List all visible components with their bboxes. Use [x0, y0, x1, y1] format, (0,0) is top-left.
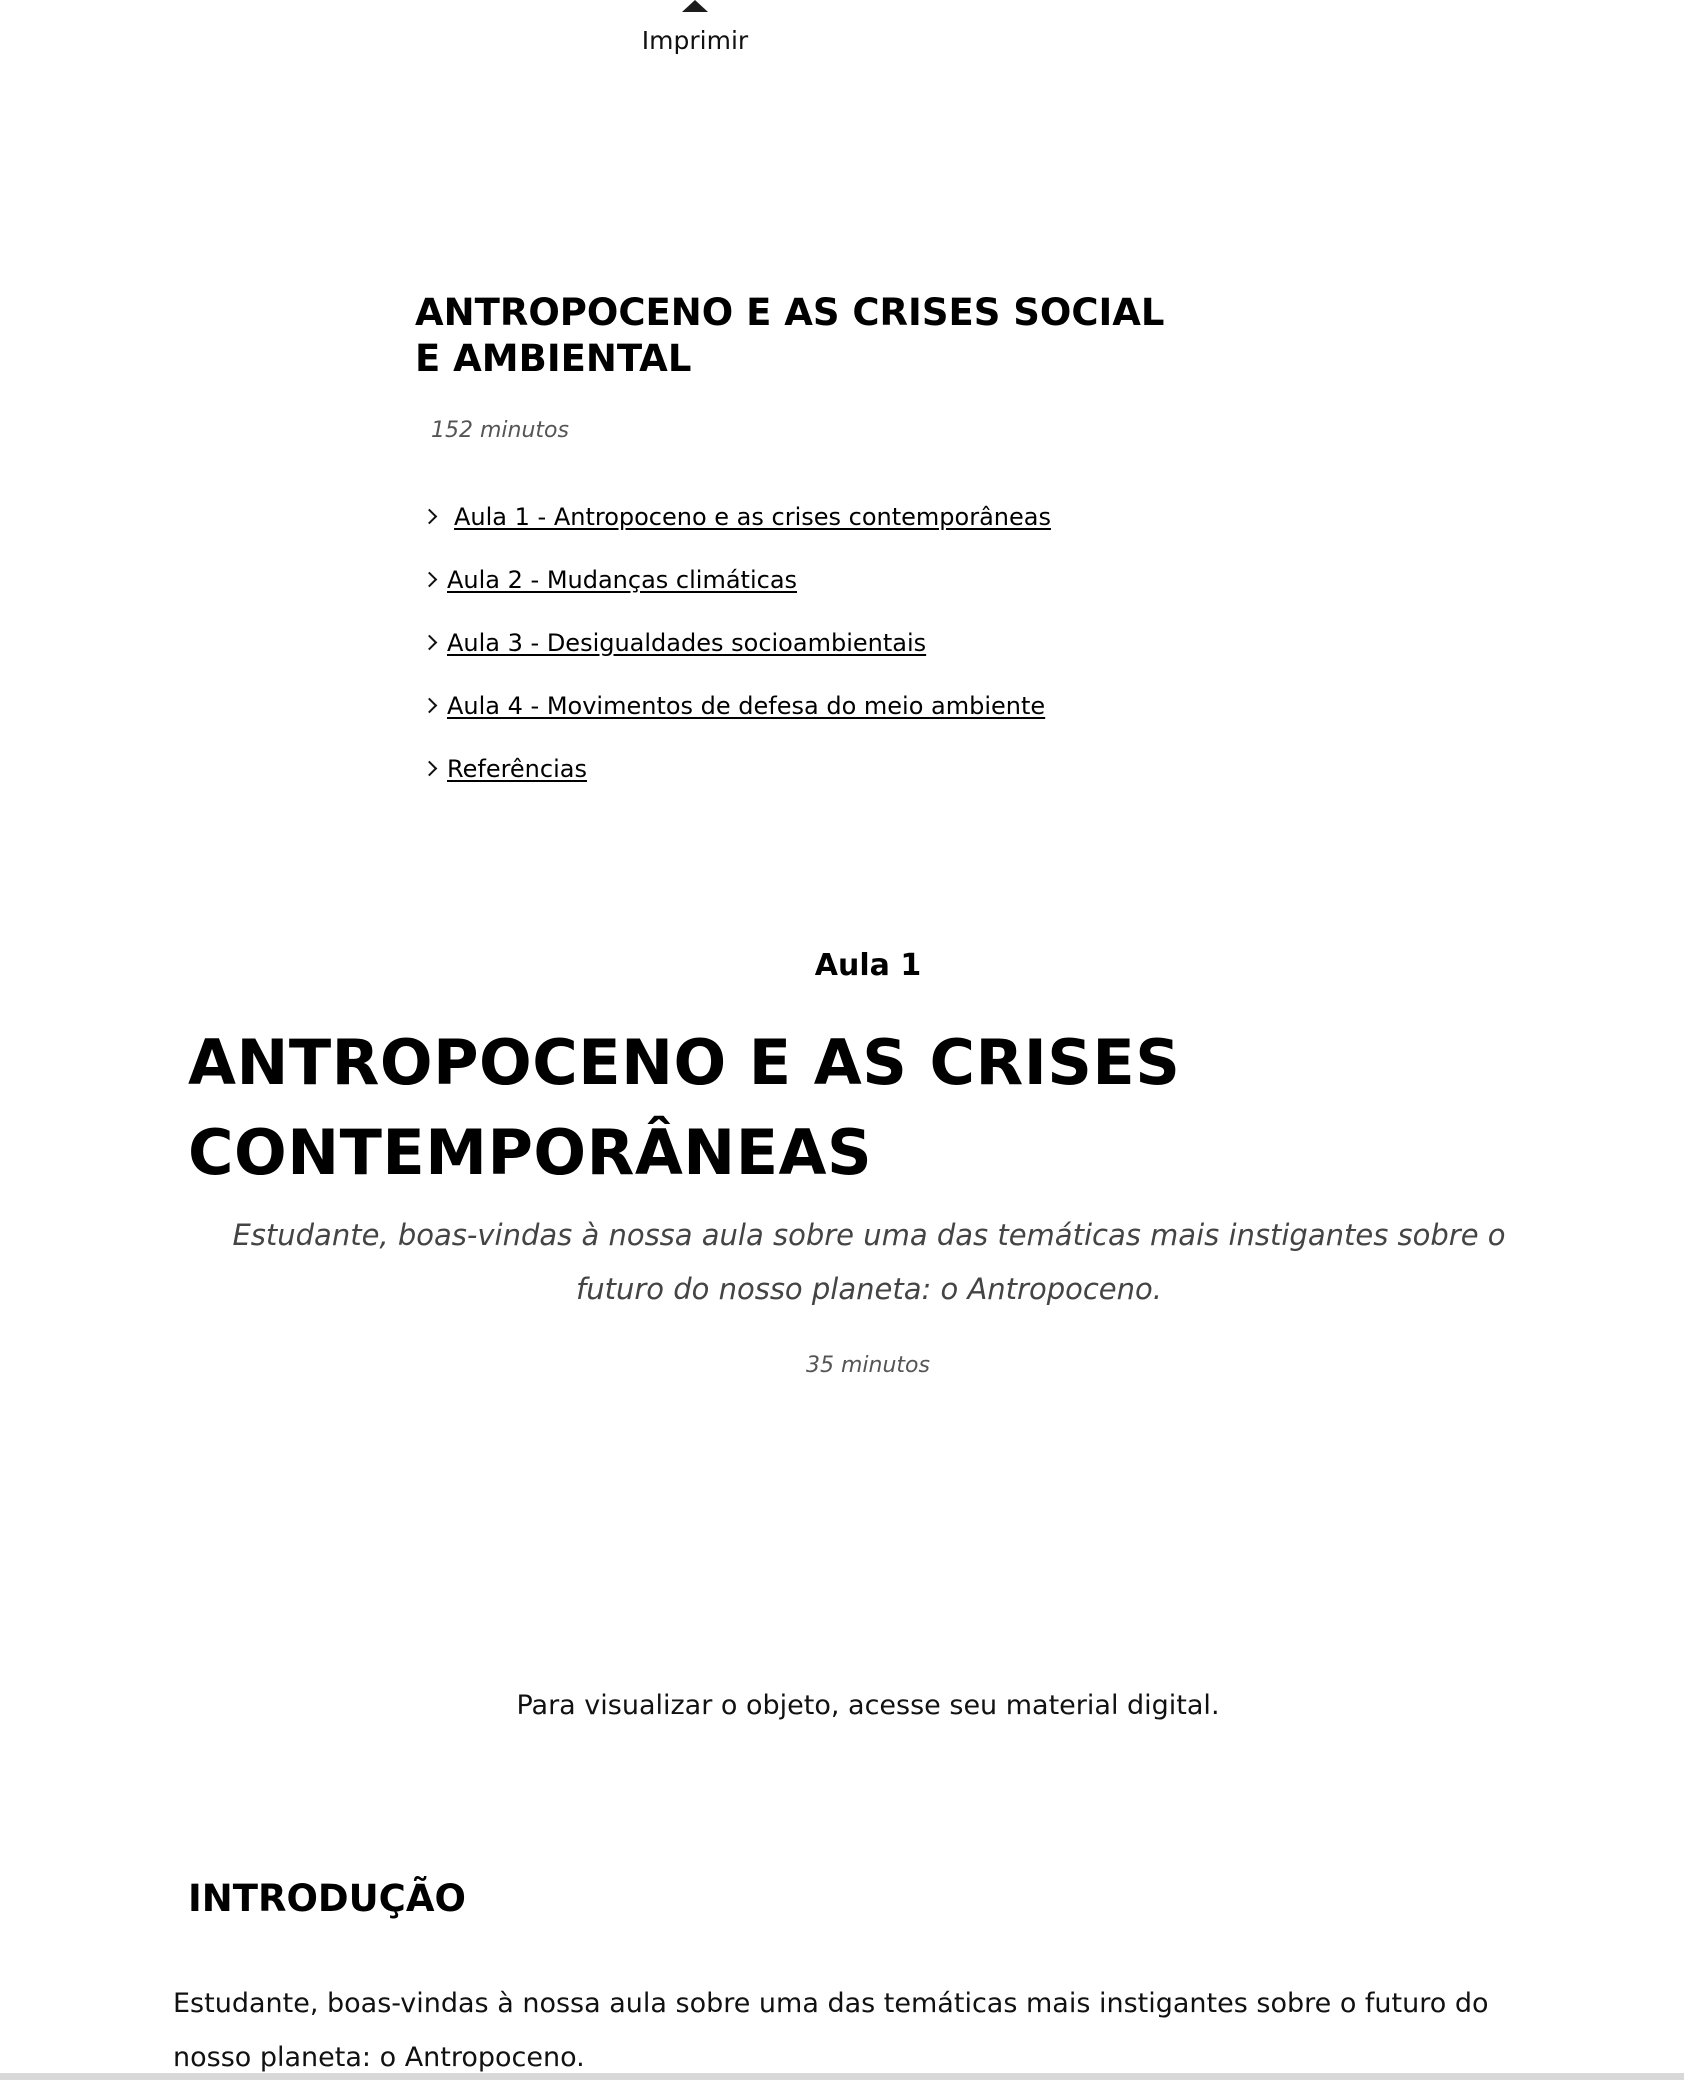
lesson-duration: 35 minutos — [806, 1353, 930, 1378]
toc-link-referencias[interactable]: Referências — [447, 754, 587, 783]
course-title: ANTROPOCENO E AS CRISES SOCIAL E AMBIENTAL — [415, 291, 1165, 380]
toc-item-aula-1[interactable] — [424, 485, 1051, 548]
table-of-contents — [424, 485, 1051, 800]
toc-link-aula-2[interactable]: Aula 2 - Mudanças climáticas — [447, 565, 798, 594]
lesson-title: ANTROPOCENO E AS CRISES CONTEMPORÂNEAS — [188, 1026, 1181, 1189]
toc-item-aula-3[interactable] — [424, 611, 1051, 674]
lesson-label: Aula 1 — [814, 948, 922, 983]
chevron-right-icon — [422, 761, 438, 777]
chevron-right-icon — [422, 698, 438, 714]
toc-link-aula-4[interactable]: Aula 4 - Movimentos de defesa do meio ambiente — [447, 691, 1046, 720]
chevron-right-icon — [422, 572, 438, 588]
toc-link-aula-3[interactable]: Aula 3 - Desigualdades socioambientais — [447, 628, 927, 657]
print-label: Imprimir — [641, 26, 749, 55]
course-duration: 152 minutos — [431, 418, 569, 443]
digital-object-notice: Para visualizar o objeto, acesse seu material digital. — [516, 1690, 1220, 1721]
toc-item-aula-2[interactable] — [424, 548, 1051, 611]
toc-link-aula-1[interactable]: Aula 1 - Antropoceno e as crises contemporâneas — [454, 502, 1051, 531]
toc-item-aula-4[interactable] — [424, 674, 1051, 737]
intro-heading: INTRODUÇÃO — [188, 1877, 466, 1920]
toc-item-referencias[interactable] — [424, 737, 1051, 800]
print-button[interactable] — [640, 0, 750, 55]
lesson-subtitle: Estudante, boas-vindas à nossa aula sobre uma das temáticas mais instigantes sobre o futuro do nosso planeta: o Antropoceno. — [232, 1218, 1506, 1306]
caret-up-icon — [682, 0, 708, 12]
horizontal-scrollbar[interactable] — [0, 2073, 1684, 2080]
chevron-right-icon — [422, 635, 438, 651]
chevron-right-icon — [422, 509, 438, 525]
intro-paragraph: Estudante, boas-vindas à nossa aula sobre uma das temáticas mais instigantes sobre o futuro do nosso planeta: o Antropoceno. — [173, 1988, 1489, 2073]
